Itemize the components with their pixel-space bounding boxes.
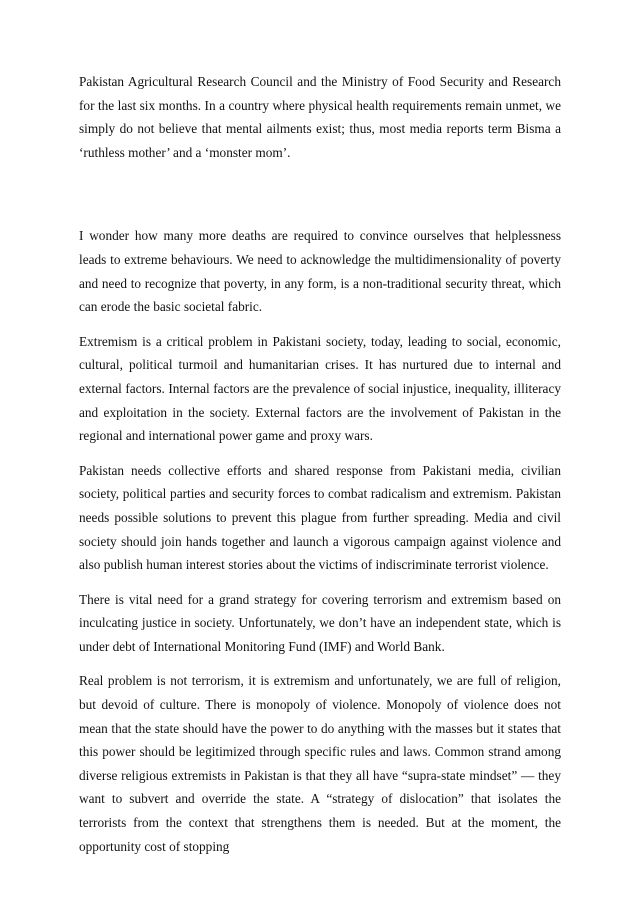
document-body bbox=[79, 70, 561, 869]
paragraph-4: Pakistan needs collective efforts and shared response from Pakistani media, civilian society, political parties and security forces to combat radicalism and extremism. Pakistan needs possible solutions to prevent this plague from further spreading. Media and civil society should join hands together and launch a vigorous campaign against violence and also publish human interest stories about the victims of indiscriminate terrorist violence. bbox=[79, 462, 561, 573]
paragraph-3: Extremism is a critical problem in Pakistani society, today, leading to social, economic, cultural, political turmoil and humanitarian crises. It has nurtured due to internal and external factors. Internal factors are the prevalence of social injustice, inequality, illiteracy and exploitation in the society. External factors are the involvement of Pakistan in the regional and international power game and proxy wars. bbox=[79, 333, 561, 444]
paragraph-gap bbox=[79, 175, 561, 224]
paragraph-1: Pakistan Agricultural Research Council and the Ministry of Food Security and Research for the last six months. In a country where physical health requirements remain unmet, we simply do not believe that mental ailments exist; thus, most media reports term Bisma a ‘ruthless mother’ and a ‘monster mom’. bbox=[79, 74, 561, 160]
paragraph-2: I wonder how many more deaths are required to convince ourselves that helplessness leads to extreme behaviours. We need to acknowledge the multidimensionality of poverty and need to recognize that poverty, in any form, is a non-traditional security threat, which can erode the basic societal fabric. bbox=[79, 228, 561, 315]
paragraph-5: There is vital need for a grand strategy for covering terrorism and extremism based on inculcating justice in society. Unfortunately, we don’t have an independent state, which is under debt of International Monitoring Fund (IMF) and World Bank. bbox=[79, 591, 561, 654]
paragraph-6: Real problem is not terrorism, it is extremism and unfortunately, we are full of religion, but devoid of culture. There is monopoly of violence. Monopoly of violence does not mean that the state should have the power to do anything with the masses but it states that this power should be legitimized through specific rules and laws. Common strand among diverse religious extremists in Pakistan is that they all have “supra-state mindset” — they want to subvert and override the state. A “strategy of dislocation” that isolates the terrorists from the context that strengthens them is needed. But at the moment, the opportunity cost of stopping bbox=[79, 673, 561, 854]
